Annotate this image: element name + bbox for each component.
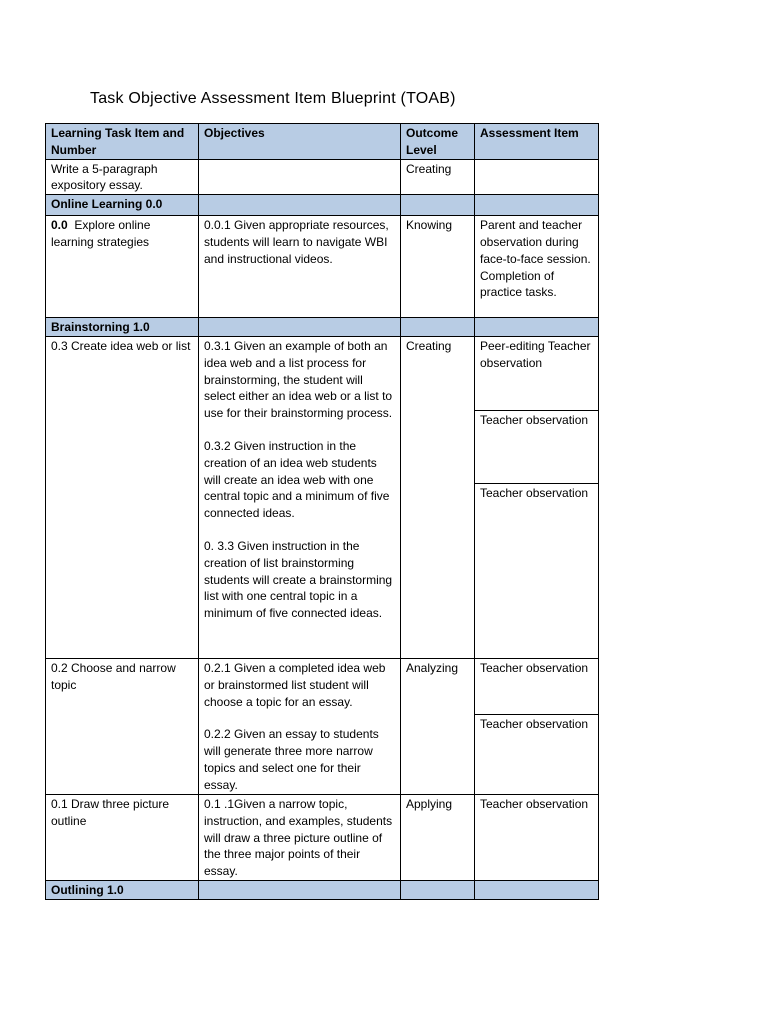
objective-cell	[199, 658, 401, 794]
objective-cell: 0.0.1 Given appropriate resources, students will learn to navigate WBI and instructional videos.	[199, 216, 401, 318]
task-cell: 0.3 Create idea web or list	[46, 336, 199, 658]
assessment-cell	[475, 159, 599, 195]
section-label: Online Learning 0.0	[46, 195, 199, 216]
level-cell: Applying	[401, 794, 475, 880]
header-task: Learning Task Item and Number	[46, 124, 199, 160]
objective-cell	[199, 159, 401, 195]
objective-text: 0.2.2 Given an essay to students will generate three more narrow topics and select one for their essay.	[204, 727, 379, 792]
objective-cell: 0.1 .1Given a narrow topic, instruction, and examples, students will draw a three picture outline of the three major points of their essay.	[199, 794, 401, 880]
level-cell: Analyzing	[401, 658, 475, 794]
header-level: Outcome Level	[401, 124, 475, 160]
document-title: Task Objective Assessment Item Blueprint (TOAB)	[90, 90, 456, 107]
section-label: Brainstorning 1.0	[46, 318, 199, 337]
table-row-essay	[46, 159, 599, 195]
objective-text: 0. 3.3 Given instruction in the creation of list brainstorming students will create a brainstorming list with one central topic in a minimum of five connected ideas.	[204, 538, 393, 621]
assessment-item: Peer-editing Teacher observation	[480, 338, 591, 370]
assessment-item: Teacher observation	[475, 714, 598, 794]
toab-table	[45, 123, 599, 900]
assessment-cell	[475, 658, 599, 794]
table-row-outline	[46, 794, 599, 880]
header-objectives: Objectives	[199, 124, 401, 160]
level-cell: Knowing	[401, 216, 475, 318]
section-row-online-learning	[46, 195, 599, 216]
assessment-item: Teacher observation	[475, 483, 598, 657]
header-row	[46, 124, 599, 160]
assessment-item: Teacher observation	[475, 410, 598, 483]
section-row-outlining	[46, 880, 599, 899]
table-row-idea-web	[46, 336, 599, 658]
task-cell: 0.2 Choose and narrow topic	[46, 658, 199, 794]
task-cell: Write a 5-paragraph expository essay.	[46, 159, 199, 195]
table-row-online	[46, 216, 599, 318]
objective-cell	[199, 336, 401, 658]
task-text: Explore online learning strategies	[51, 218, 151, 249]
objective-text: 0.3.2 Given instruction in the creation of an idea web students will create an idea web with one central topic and a minimum of five connected ideas.	[204, 438, 390, 521]
assessment-cell	[475, 336, 599, 658]
header-assessment: Assessment Item	[475, 124, 599, 160]
section-row-brainstorming	[46, 318, 599, 337]
task-cell	[46, 216, 199, 318]
level-cell: Creating	[401, 159, 475, 195]
level-cell: Creating	[401, 336, 475, 658]
assessment-cell: Parent and teacher observation during face-to-face session. Completion of practice tasks.	[475, 216, 599, 318]
objective-text: 0.2.1 Given a completed idea web or brainstormed list student will choose a topic for an essay.	[204, 660, 386, 709]
objective-text: 0.3.1 Given an example of both an idea web and a list process for brainstorming, the student will select either an idea web or a list to use for their brainstorming process.	[204, 338, 393, 421]
assessment-cell: Teacher observation	[475, 794, 599, 880]
task-number: 0.0	[51, 218, 68, 233]
table-row-narrow-topic	[46, 658, 599, 794]
section-label: Outlining 1.0	[46, 880, 199, 899]
task-cell: 0.1 Draw three picture outline	[46, 794, 199, 880]
assessment-item: Teacher observation	[480, 660, 589, 675]
